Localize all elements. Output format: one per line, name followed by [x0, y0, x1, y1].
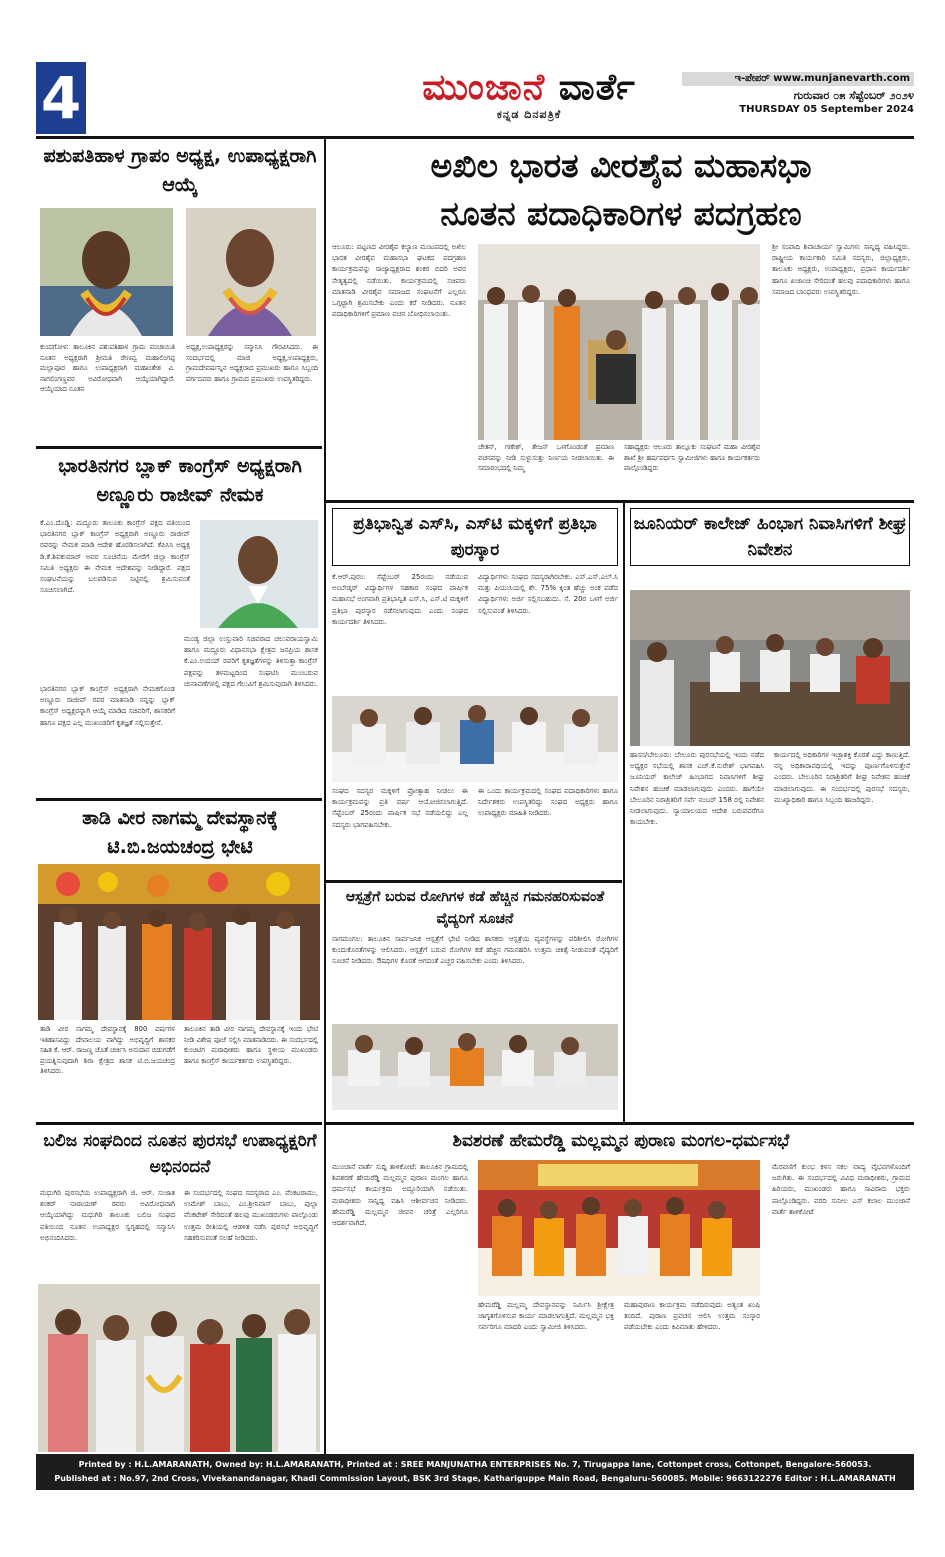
- body-pratibha-left: ಕೆ.ಆರ್.ಪುರಂ: ಸೆಪ್ಟೆಂಬರ್ 25ರಂದು ನಡೆಯುವ ಅಂಬೇಡ್ಕರ್ ವಿದ್ಯಾರ್ಥಿಗಳ ಸಹಕಾರ ಸಂಘದ ವಾರ್ಷಿಕ ಮಹಾಸಭೆ ಅಂಗವಾಗಿ ಪ್ರತಿಭಾನ್ವಿತ ಎಸ್.ಸಿ, ಎಸ್.ಟಿ ಮಕ್ಕಳಿಗೆ ಪ್ರತಿಭಾ ಪುರಸ್ಕಾರ ನಡೆಸಲಾಗುವುದು ಎಂದು ಸಂಘದ ಕಾರ್ಯದರ್ಶಿ ತಿಳಿಸಿದರು.: [332, 573, 468, 626]
- headline-junior-college: ಜೂನಿಯರ್ ಕಾಲೇಜ್ ಹಿಂಭಾಗ ನಿವಾಸಿಗಳಿಗೆ ಶೀಘ್ರ ನಿವೇಶನ: [630, 508, 910, 566]
- photo-temple-visit: [38, 864, 320, 1020]
- body-balija-left: ಮಧುಗಿರಿ ಪುರಸಭೆಯ ಉಪಾಧ್ಯಕ್ಷರಾಗಿ ಜಿ. ಆರ್. ಸುಜಾತ ಶಂಕರ್ ನಾರಾಯಣ್ ರವರು ಅವಿರೋಧವಾಗಿ ಆಯ್ಕೆಯಾಗಿದ್ದು ಮಧುಗಿರಿ ತಾಲೂಕು ಬಲಿಜ ಸಂಘದ ವತಿಯಿಂದ ನೂತನ ಉಪಾಧ್ಯಕ್ಷರ ಸ್ವಗೃಹದಲ್ಲಿ ಸನ್ಮಾನಿಸಿ ಅಭಿನಂದಿಸಿದರು.: [40, 1189, 175, 1242]
- column-divider: [324, 138, 326, 1454]
- section-divider: [36, 798, 322, 801]
- newspaper-subtitle: ಕನ್ನಡ ದಿನಪತ್ರಿಕೆ: [496, 108, 562, 121]
- date-kannada: ಗುರುವಾರ ೦೫ ಸೆಪ್ಟೆಂಬರ್ ೨೦೨೪: [793, 89, 914, 102]
- headline-aspatre: ಆಸ್ಪತ್ರೆಗೆ ಬರುವ ರೋಗಿಗಳ ಕಡೆ ಹೆಚ್ಚಿನ ಗಮನಹರಿಸುವಂತೆ ವೈದ್ಯರಿಗೆ ಸೂಚನೆ: [345, 889, 605, 927]
- section-divider: [326, 880, 622, 883]
- caption-veerashaiva-left: ಚೇತನ್, ಗಣೇಶ್, ತೇಜಸ್ ಒಳಗೊಂಡಂತೆ ಪ್ರಮಾಣ ವಚನವನ್ನು ನೀಡಿ ಸುಳ್ಳುಸುತ್ತು ನಿರ್ಣಯ ನೀಡಲಾಯಿತು. ಈ ಸಮಾರಂಭದಲ್ಲಿ ನಿಮ್ಮ: [478, 443, 614, 472]
- section-divider: [36, 1122, 322, 1125]
- body-pashupathihala-left: ಕುಂದಗೋಳ: ತಾಲೂಕಿನ ಪಶುಪತಿಹಾಳ ಗ್ರಾಮ ಪಂಚಾಯಿತಿ ನೂತನ ಅಧ್ಯಕ್ಷರಾಗಿ ಶ್ರೀಮತಿ ರೇಣವ್ವ ಮಹಾಲಿಂಗಪ್ಪ ಮಲ್ಲಾಪೂರ ಹಾಗೂ ಉಪಾಧ್ಯಕ್ಷರಾಗಿ ಮಹಾಂತೇಶ ವಿ. ನಾಗಲಿಂಗಣ್ಣವರ ಅವಿರೋಧವಾಗಿ ಆಯ್ಕೆಯಾಗಿದ್ದಾರೆ. ಆಯ್ಕೆಯಾದ ನೂತನ: [40, 343, 175, 393]
- section-divider: [36, 446, 322, 449]
- title-part-1: ಮುಂಜಾನೆ: [422, 66, 546, 108]
- body-bharathinagar-right: ಮಂಡ್ಯ ಜಿಲ್ಲಾ ಉಸ್ತುವಾರಿ ಸಚಿವರಾದ ಚಲುವರಾಯಸ್ವಾಮಿ ಹಾಗೂ ಮದ್ದೂರು ವಿಧಾನಸಭಾ ಕ್ಷೇತ್ರದ ಜನಪ್ರಿಯ ಶಾಸಕ ಕೆ.ಎಂ.ಉದಯ್ ರವರಿಗೆ ಕೃತಜ್ಞತೆಗಳನ್ನು ತಿಳಿಸುತ್ತಾ ಕಾಂಗ್ರೆಸ್ ಪಕ್ಷವನ್ನು ತಳಮಟ್ಟದಿಂದ ಸಂಘಟಿಸಿ ಮುಂಬರುವ ಚುನಾವಣೆಗಳಲ್ಲಿ ಪಕ್ಷದ ಗೆಲುವಿಗೆ ಶ್ರಮಿಸುವುದಾಗಿ ತಿಳಿಸಿದರು.: [184, 635, 318, 688]
- body-pashupathihala-right: ಅಧ್ಯಕ್ಷ,ಉಪಾಧ್ಯಕ್ಷರನ್ನು ಸನ್ಮಾನಿಸಿ ಗೌರವಿಸಿದರು. ಈ ಸಂದರ್ಭದಲ್ಲಿ ಮಾಜಿ ಅಧ್ಯಕ್ಷ,ಉಪಾಧ್ಯಕ್ಷರು, ಗ್ರಾಮದೇವರ್ಷನ್ನಿನ ಅಧ್ಯಕ್ಷರಾದ ಪ್ರಮುಖರು ಹಾಗೂ ಸಿಬ್ಬಂದಿ ವರ್ಗದವರು ಹಾಗೂ ಗ್ರಾಮದ ಪ್ರಮುಖರು ಉಪಸ್ಥಿತರಿದ್ದರು.: [186, 343, 318, 383]
- masthead-divider: [36, 136, 914, 139]
- headline-veerashaiva-line2: ನೂತನ ಪದಾಧಿಕಾರಿಗಳ ಪದಗ್ರಹಣ: [440, 194, 802, 233]
- page-number: 4: [36, 62, 86, 134]
- headline-pashupathihala: ಪಶುಪತಿಹಾಳ ಗ್ರಾಪಂ ಅಧ್ಯಕ್ಷ, ಉಪಾಧ್ಯಕ್ಷರಾಗಿ ಆಯ್ಕೆ: [43, 145, 317, 196]
- caption-taadi-right: ತಾಲೂಕಿನ ತಾಡಿ ವೀರ ನಾಗಮ್ಮ ದೇವಸ್ಥಾನಕ್ಕೆ ಇಂದು ಭೇಟಿ ನೀಡಿ ವಿಶೇಷ ಪೂಜೆ ಸಲ್ಲಿಸಿ ಮಾತನಾಡಿದರು. ಈ ಸಂದರ್ಭದಲ್ಲಿ ಕುಂಚಿಟಿಗ ಮಠಾಧೀಶರು ಹಾಗೂ ಸ್ಥಳೀಯ ಮುಖಂಡರು ಹಾಗೂ ಕಾಂಗ್ರೆಸ್ ಕಾರ್ಯಕರ್ತರು ಉಪಸ್ಥಿತರಿದ್ದರು.: [184, 1025, 318, 1065]
- body-pratibha-right: ವಿದ್ಯಾರ್ಥಿಗಳು ಸಂಘದ ಸದಸ್ಯರಾಗಿರಬೇಕು. ಎಸ್.ಎಸ್.ಎಲ್.ಸಿ ಮತ್ತು ಪಿಯುಸಿಯಲ್ಲಿ ಶೇ. 75% ಕ್ಕಿಂತ ಹೆಚ್ಚು ಅಂಕ ಪಡೆದ ವಿದ್ಯಾರ್ಥಿಗಳು ಅರ್ಜಿ ಸಲ್ಲಿಸಬಹುದು. ಸೆ. 20ರ ಒಳಗೆ ಅರ್ಜಿ ಸಲ್ಲಿಸುವಂತೆ ತಿಳಿಸಿದರು.: [478, 573, 618, 615]
- body-balija-right: ಈ ಸಂದರ್ಭದಲ್ಲಿ ಸಂಘದ ಸದಸ್ಯರಾದ ಎಂ. ವೆಂಕಟರಾಮು, ಉಮೇಶ್ ಬಾಬು, ಎಂ.ಶ್ರೀನಿವಾಸ್ ಬಾಬು, ಪುಲ್ಲಾ ವೆಂಕಟೇಶ್ ಸೇರಿದಂತೆ ಹಲವು ಮುಖಂಡರುಗಳು ಪಾಲ್ಗೊಂಡು ಉತ್ತಮ ರೀತಿಯಲ್ಲಿ ಆಡಳಿತ ನಡೆಸಿ ಪುರಸಭೆ ಅಭಿವೃದ್ಧಿಗೆ ಸಹಕರಿಸುವಂತೆ ಸಲಹೆ ನೀಡಿದರು.: [184, 1189, 318, 1242]
- newspaper-page: [36, 62, 914, 1490]
- caption-veerashaiva-right: ಸಹಾಧ್ಯಕ್ಷರು ಆಲೂರು ತಾಲ್ಲೂಕು ಸಂಘಟನೆ ಮಹಾ ವೀರಶೈವ ಶಾಖೆ ಶ್ರೀ ಹರ್ಷವರ್ಧನಿ ಸ್ವಾಮೀಜಿಗಳು ಹಾಗೂ ಕಾರ್ಯಕರ್ತರು ಪಾಲ್ಗೊಂಡಿದ್ದರು: [624, 443, 760, 472]
- photo-dharmasabhe: [478, 1160, 760, 1296]
- headline-balija: ಬಲಿಜ ಸಂಘದಿಂದ ನೂತನ ಪುರಸಭೆ ಉಪಾಧ್ಯಕ್ಷರಿಗೆ ಅಭಿನಂದನೆ: [43, 1131, 317, 1177]
- body-junior-college-right: ಕಾರ್ಯದಲ್ಲಿ ಅಧಿಕಾರಿಗಳ ಇಚ್ಛಾಶಕ್ತಿ ಕೊರತೆ ಎದ್ದು ಕಾಣುತ್ತಿದೆ. ನನ್ನ ಅಧಿಕಾರಾವಧಿಯಲ್ಲಿ ಇದನ್ನು ಪೂರ್ಣಗೊಳಿಸುತ್ತೇನೆ ಎಂದರು. ಬೇಲೂರಿನ ನಿರಾಶ್ರಿತರಿಗೆ ಶೀಘ್ರ ನಿವೇಶನ ಹಂಚಿಕೆ ಮಾಡಲಾಗುವುದು. ಈ ಸಂದರ್ಭದಲ್ಲಿ ಪುರಸಭೆ ಸದಸ್ಯರು, ಮುಖ್ಯಾಧಿಕಾರಿ ಹಾಗೂ ಸಿಬ್ಬಂದಿ ಹಾಜರಿದ್ದರು.: [774, 751, 910, 804]
- headline-pratibha: ಪ್ರತಿಭಾನ್ವಿತ ಎಸ್‌ಸಿ, ಎಸ್‌ಟಿ ಮಕ್ಕಳಿಗೆ ಪ್ರತಿಭಾ ಪುರಸ್ಕಾರ: [332, 508, 618, 566]
- masthead: [394, 66, 664, 122]
- photo-rajeev: [200, 520, 318, 628]
- headline-taadi: ತಾಡಿ ವೀರ ನಾಗಮ್ಮ ದೇವಸ್ಥಾನಕ್ಕೆ ಟಿ.ಬಿ.ಜಯಚಂದ್ರ ಭೇಟಿ: [82, 807, 278, 858]
- photo-balija-felicitation: [38, 1284, 320, 1452]
- body-pratibha-bottom-right: ಈ ಒಂದು ಕಾರ್ಯಕ್ರಮದಲ್ಲಿ ಸಂಘದ ಪದಾಧಿಕಾರಿಗಳು ಹಾಗೂ ನಿರ್ದೇಶಕರು ಉಪಸ್ಥಿತರಿದ್ದು ಸಂಘದ ಅಧ್ಯಕ್ಷರು ಹಾಗೂ ಉಪಾಧ್ಯಕ್ಷರು ಮಾಹಿತಿ ನೀಡಿದರು.: [478, 787, 618, 818]
- headline-bharathinagar: ಭಾರತಿನಗರ ಬ್ಲಾಕ್ ಕಾಂಗ್ರೆಸ್ ಅಧ್ಯಕ್ಷರಾಗಿ ಅಣ್ಣೂರು ರಾಜೀವ್ ನೇಮಕ: [58, 455, 302, 506]
- body-bharathinagar-top: ಕೆ.ಎಂ.ದೊಡ್ಡಿ: ಮದ್ದೂರು ತಾಲೂಕು ಕಾಂಗ್ರೆಸ್ ಪಕ್ಷದ ವತಿಯಿಂದ ಭಾರತಿನಗರ ಬ್ಲಾಕ್ ಕಾಂಗ್ರೆಸ್ ಅಧ್ಯಕ್ಷರಾಗಿ ಅಣ್ಣೂರು ರಾಜೀವ್ ರವರನ್ನು ನೇಮಕ ಮಾಡಿ ಆದೇಶ ಹೊರಡಿಸಲಾಗಿದೆ. ಕೆಪಿಸಿಸಿ ಅಧ್ಯಕ್ಷ ಡಿ.ಕೆ.ಶಿವಕುಮಾರ್ ಅವರ ಸೂಚನೆಯ ಮೇರೆಗೆ ಜಿಲ್ಲಾ ಕಾಂಗ್ರೆಸ್ ಸಮಿತಿ ಅಧ್ಯಕ್ಷರು ಈ ನೇಮಕ ಆದೇಶವನ್ನು ನೀಡಿದ್ದಾರೆ. ಪಕ್ಷದ ಸಂಘಟನೆಯನ್ನು ಬಲಪಡಿಸುವ ನಿಟ್ಟಿನಲ್ಲಿ ಶ್ರಮಿಸುವಂತೆ ಸೂಚಿಸಲಾಗಿದೆ.: [40, 519, 190, 595]
- imprint-footer: [36, 1454, 914, 1490]
- body-bharathinagar-left: ಭಾರತಿನಗರ ಬ್ಲಾಕ್ ಕಾಂಗ್ರೆಸ್ ಅಧ್ಯಕ್ಷರಾಗಿ ನೇಮಕಗೊಂಡ ಅಣ್ಣೂರು ರಾಜೀವ್ ರವರ ಮಾತನಾಡಿ ನನ್ನನ್ನು ಬ್ಲಾಕ್ ಕಾಂಗ್ರೆಸ್ ಅಧ್ಯಕ್ಷರನ್ನಾಗಿ ಆಯ್ಕೆ ಮಾಡಿದ ಸಚಿವರಿಗೆ, ಶಾಸಕರಿಗೆ ಹಾಗೂ ಪಕ್ಷದ ಎಲ್ಲ ಮುಖಂಡರಿಗೆ ಕೃತಜ್ಞತೆ ಸಲ್ಲಿಸುತ್ತೇನೆ.: [40, 685, 175, 727]
- photo-pratibha-meeting: [332, 696, 618, 782]
- photo-hospital-meeting: [332, 1024, 618, 1110]
- body-shivasharane-mid-right: ಮಹಾಪುರಾಣ ಕಾರ್ಯಕ್ರಮ ನಡೆದಿರುವುದು ಅತ್ಯಂತ ಖುಷಿ ತಂದಿದೆ. ಪುರಾಣ ಪ್ರವಚನ ಆಲಿಸಿ ಉತ್ತಮ ಸಂಸ್ಕಾರ ಪಡೆಯಬೇಕು ಎಂದು ಕಿವಿಮಾತು ಹೇಳಿದರು.: [624, 1301, 760, 1332]
- body-shivasharane-mid-left: ಹೇಮರೆಡ್ಡಿ ಮಲ್ಲಮ್ಮ ದೇವಸ್ಥಾನವನ್ನು ನಿರ್ಮಿಸಿ ಶ್ರೀಕ್ಷೇತ್ರ ಜಾಗೃತಗೊಳಿಸುವ ಕಾರ್ಯ ಮಾಡಲಾಗುತ್ತಿದೆ. ಮಲ್ಲಮ್ಮನ ಭಕ್ತಿ ಸರ್ವರಿಗೂ ಮಾದರಿ ಎಂದು ಸ್ವಾಮೀಜಿ ತಿಳಿಸಿದರು.: [478, 1301, 614, 1332]
- headline-shivasharane: ಶಿವಶರಣೆ ಹೇಮರೆಡ್ಡಿ ಮಲ್ಲಮ್ಮನ ಪುರಾಣ ಮಂಗಲ-ಧರ್ಮಸಭೆ: [452, 1131, 790, 1151]
- body-junior-college-left: ಹಾಸನ/ಬೇಲೂರು: ಬೇಲೂರು ಪುರಸಭೆಯಲ್ಲಿ ಇಂದು ನಡೆದ ಅಧ್ಯಕ್ಷರ ಸಭೆಯಲ್ಲಿ ಶಾಸಕ ಎಚ್.ಕೆ.ಸುರೇಶ್ ಭಾಗವಹಿಸಿ ಜೂನಿಯರ್ ಕಾಲೇಜ್ ಹಿಂಭಾಗದ ನಿವಾಸಿಗಳಿಗೆ ಶೀಘ್ರ ನಿವೇಶನ ಹಂಚಿಕೆ ಮಾಡಲಾಗುವುದು ಎಂದರು. ಹಾಗೆಯೇ ಬೇಲೂರಿನ ನಿರಾಶ್ರಿತರಿಗೆ ಸರ್ವೆ ನಂಬರ್ 158 ರಲ್ಲಿ ನಿವೇಶನ ನೀಡಲಾಗುವುದು. ನ್ಯಾಯಾಲಯದ ಆದೇಶ ಬರುವವರೆಗೂ ಕಾಯಬೇಕು.: [630, 751, 764, 827]
- body-shivasharane-left: ಮುಂಜಾನೆ ವಾರ್ತೆ ಸುದ್ದಿ ತಾಳಿಕೋಟೆ: ತಾಲೂಕಿನ ಗ್ರಾಮದಲ್ಲಿ ಶಿವಶರಣೆ ಹೇಮರೆಡ್ಡಿ ಮಲ್ಲಮ್ಮನ ಪುರಾಣ ಮಂಗಲ ಹಾಗೂ ಧರ್ಮಸಭೆ ಕಾರ್ಯಕ್ರಮ ಅದ್ದೂರಿಯಾಗಿ ನಡೆಯಿತು. ಮಠಾಧೀಶರು ಸಾನ್ನಿಧ್ಯ ವಹಿಸಿ ಆಶೀರ್ವಚನ ನೀಡಿದರು. ಹೇಮರೆಡ್ಡಿ ಮಲ್ಲಮ್ಮನ ಜೀವನ ಚರಿತ್ರೆ ಎಲ್ಲರಿಗೂ ಆದರ್ಶವಾಗಿದೆ.: [332, 1163, 468, 1228]
- body-veerashaiva-right: ಶ್ರೀ ಸಂಪಾದಿ ಶಿವಾಚಾರ್ಯ ಸ್ವಾಮಿಗಳು ಸಾನ್ನಿಧ್ಯ ವಹಿಸಿದ್ದರು. ರಾಷ್ಟ್ರೀಯ ಕಾರ್ಯಕಾರಿ ಸಮಿತಿ ಸದಸ್ಯರು, ಜಿಲ್ಲಾಧ್ಯಕ್ಷರು, ತಾಲೂಕು ಅಧ್ಯಕ್ಷರು, ಉಪಾಧ್ಯಕ್ಷರು, ಪ್ರಧಾನ ಕಾರ್ಯದರ್ಶಿ ಹಾಗೂ ಖಜಾಂಚಿ ಸೇರಿದಂತೆ ಹಲವು ಪದಾಧಿಕಾರಿಗಳು ಹಾಗೂ ಸಮಾಜದ ಬಾಂಧವರು ಉಪಸ್ಥಿತರಿದ್ದರು.: [772, 243, 910, 296]
- headline-veerashaiva-line1: ಅಖಿಲ ಭಾರತ ವೀರಶೈವ ಮಹಾಸಭಾ: [430, 146, 812, 185]
- body-pratibha-bottom-left: ಸಂಘದ ಸದಸ್ಯರ ಮಕ್ಕಳಿಗೆ ಪ್ರೋತ್ಸಾಹ ನೀಡಲು ಈ ಕಾರ್ಯಕ್ರಮವನ್ನು ಪ್ರತಿ ವರ್ಷ ಆಯೋಜಿಸಲಾಗುತ್ತಿದೆ. ಸೆಪ್ಟೆಂಬರ್ 25ರಂದು ವಾರ್ಷಿಕ ಸಭೆ ನಡೆಯಲಿದ್ದು ಎಲ್ಲ ಸದಸ್ಯರು ಭಾಗವಹಿಸಬೇಕು.: [332, 787, 468, 829]
- epaper-url[interactable]: ಇ-ಪೇಪರ್ www.munjanevarth.com: [682, 72, 914, 86]
- body-shivasharane-right: ಮೆರವಣಿಗೆ ಕುಂಭ ಕಳಸ ಸಕಲ ವಾದ್ಯ ವೈಭವಗಳೊಂದಿಗೆ ಜರುಗಿತು. ಈ ಸಂದರ್ಭದಲ್ಲಿ ವಿವಿಧ ಮಠಾಧೀಶರು, ಗ್ರಾಮದ ಹಿರಿಯರು, ಮುಖಂಡರು ಹಾಗೂ ಸಾವಿರಾರು ಭಕ್ತರು ಪಾಲ್ಗೊಂಡಿದ್ದರು. ವರದಿ ಸುನೀಲ ಎಸ್ ಕಲಾಲ ಮುಂಜಾನೆ ವಾರ್ತೆ ತಾಳಿಕೋಟೆ: [772, 1163, 910, 1216]
- section-divider: [326, 1122, 914, 1125]
- title-part-2: ವಾರ್ತೆ: [558, 66, 636, 108]
- body-veerashaiva-left: ಆಲೂರು: ಪಟ್ಟಣದ ವೀರಶೈವ ಕಲ್ಯಾಣ ಮಂಟಪದಲ್ಲಿ ಅಖಿಲ ಭಾರತ ವೀರಶೈವ ಮಹಾಸಭಾ ಘಟಕದ ಪದಗ್ರಹಣ ಕಾರ್ಯಕ್ರಮವನ್ನು ರಾಜ್ಯಾಧ್ಯಕ್ಷರಾದ ಶಂಕರ ಬಿದರಿ ಅವರ ನೇತೃತ್ವದಲ್ಲಿ ನಡೆಯಿತು. ಕಾರ್ಯಕ್ರಮದಲ್ಲಿ ಸಚಿವರು ಮಾತನಾಡಿ ವೀರಶೈವ ಸಮಾಜದ ಸಂಘಟನೆಗೆ ಎಲ್ಲರೂ ಒಗ್ಗಟ್ಟಾಗಿ ಶ್ರಮಿಸಬೇಕು ಎಂದು ಕರೆ ನೀಡಿದರು. ನೂತನ ಪದಾಧಿಕಾರಿಗಳಿಗೆ ಪ್ರಮಾಣ ವಚನ ಬೋಧಿಸಲಾಯಿತು.: [332, 243, 466, 319]
- column-divider: [623, 502, 625, 1124]
- date-english: THURSDAY 05 September 2024: [739, 104, 914, 115]
- photo-veerashaiva-event: [478, 244, 760, 440]
- section-divider: [326, 500, 914, 503]
- caption-taadi-left: ತಾಡಿ ವೀರ ನಾಗಮ್ಮ ದೇವಸ್ಥಾನಕ್ಕೆ 800 ವರ್ಷಗಳ ಇತಿಹಾಸವಿದ್ದು ದೇವಾಲಯ ವಾಗಿದ್ದು ಅಭಿವೃದ್ಧಿಗೆ ಶಾಸಕರ ಸಹಿತ ಕೆ. ಆರ್. ರಾಜಣ್ಣ ಜೊತೆ ಚರ್ಚಿಸಿ ಅನುದಾನ ಬಿಡುಗಡೆಗೆ ಪ್ರಯತ್ನಿಸುವುದಾಗಿ ಶಿರಾ ಕ್ಷೇತ್ರದ ಶಾಸಕ ಟಿ.ಬಿ.ಜಯಚಂದ್ರ ತಿಳಿಸಿದರು.: [40, 1025, 175, 1075]
- photo-vice-president: [186, 208, 316, 336]
- photo-purasabhe-meeting: [630, 590, 910, 746]
- newspaper-title: [394, 66, 664, 108]
- photo-president: [40, 208, 173, 336]
- imprint-line-2: Published at : No.97, 2nd Cross, Vivekanandanagar, Khadi Commission Layout, BSK 3rd Stage, Kathariguppe Main Road, Bengaluru-560085. Mobile: 9663122276 Editor : H.L.AMARANATH: [54, 1474, 896, 1483]
- imprint-line-1: Printed by : H.L.AMARANATH, Owned by: H.L.AMARANATH, Printed at : SREE MANJUNATHA ENTERPRISES No. 7, Tirugappa lane, Cottonpet cross, Cottonpet, Bengalore-560053.: [78, 1460, 872, 1469]
- body-aspatre: ನಾಗಮಂಗಲ: ತಾಲೂಕಿನ ಸಾರ್ವಜನಿಕ ಆಸ್ಪತ್ರೆಗೆ ಭೇಟಿ ನೀಡಿದ ಶಾಸಕರು ಆಸ್ಪತ್ರೆಯ ವ್ಯವಸ್ಥೆಗಳನ್ನು ಪರಿಶೀಲಿಸಿ ರೋಗಿಗಳ ಕುಂದುಕೊರತೆಗಳನ್ನು ಆಲಿಸಿದರು. ಆಸ್ಪತ್ರೆಗೆ ಬರುವ ರೋಗಿಗಳ ಕಡೆ ಹೆಚ್ಚಿನ ಗಮನಹರಿಸಿ ಉತ್ತಮ ಚಿಕಿತ್ಸೆ ನೀಡುವಂತೆ ವೈದ್ಯರಿಗೆ ಸೂಚನೆ ನೀಡಿದರು. ಔಷಧಿಗಳ ಕೊರತೆ ಆಗದಂತೆ ಎಚ್ಚರ ವಹಿಸಬೇಕು ಎಂದು ತಿಳಿಸಿದರು.: [332, 935, 618, 966]
